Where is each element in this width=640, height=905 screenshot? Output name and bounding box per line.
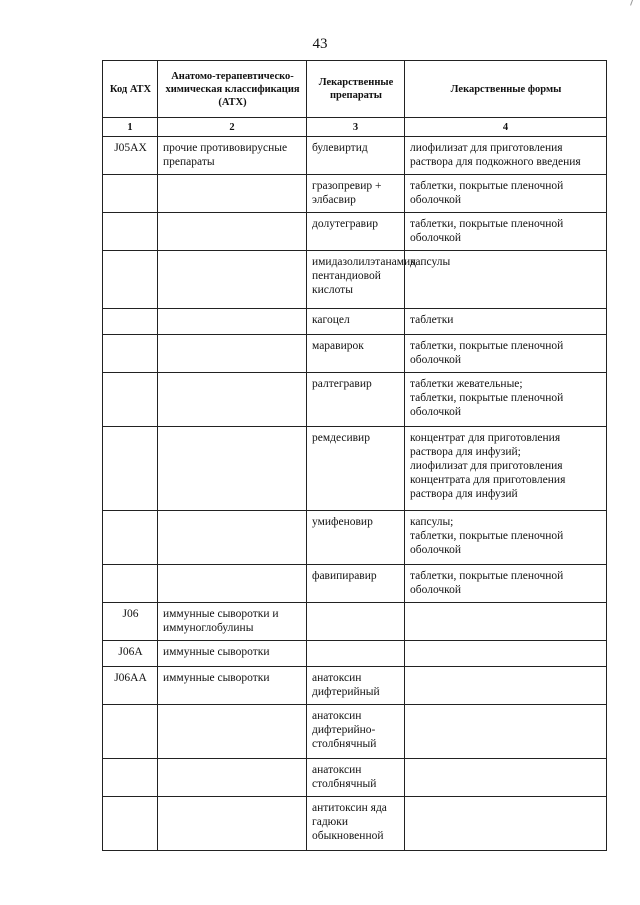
cell-drug: ралтегравир xyxy=(307,373,405,427)
cell-form xyxy=(405,705,607,759)
cell-classification xyxy=(158,309,307,335)
cell-drug: ремдесивир xyxy=(307,427,405,511)
table-row xyxy=(103,213,607,251)
column-number: 4 xyxy=(405,118,607,137)
cell-drug xyxy=(307,603,405,641)
cell-classification: прочие противовирусные препараты xyxy=(158,137,307,175)
atc-table xyxy=(102,60,607,851)
cell-drug: умифеновир xyxy=(307,511,405,565)
cell-classification xyxy=(158,175,307,213)
table-row xyxy=(103,309,607,335)
scan-mark xyxy=(630,0,635,6)
page-number: 43 xyxy=(312,36,328,52)
table-row xyxy=(103,427,607,511)
table-row xyxy=(103,641,607,667)
cell-form: капсулы; таблетки, покрытые пленочной оболочкой xyxy=(405,511,607,565)
cell-form: таблетки, покрытые пленочной оболочкой xyxy=(405,175,607,213)
cell-classification: иммунные сыворотки xyxy=(158,641,307,667)
table-row xyxy=(103,797,607,851)
cell-code xyxy=(103,213,158,251)
cell-code xyxy=(103,335,158,373)
cell-classification xyxy=(158,335,307,373)
cell-form xyxy=(405,603,607,641)
cell-code xyxy=(103,309,158,335)
cell-code xyxy=(103,759,158,797)
cell-classification xyxy=(158,373,307,427)
cell-code xyxy=(103,427,158,511)
cell-form: таблетки, покрытые пленочной оболочкой xyxy=(405,565,607,603)
cell-form: таблетки жевательные; таблетки, покрытые пленочной оболочкой xyxy=(405,373,607,427)
cell-code xyxy=(103,511,158,565)
cell-code xyxy=(103,373,158,427)
header-classification: Анатомо-терапевтическо-химическая классификация (АТХ) xyxy=(158,61,307,118)
cell-code xyxy=(103,565,158,603)
cell-code: J06A xyxy=(103,641,158,667)
table-row xyxy=(103,373,607,427)
table-row xyxy=(103,603,607,641)
cell-code xyxy=(103,175,158,213)
cell-classification xyxy=(158,511,307,565)
cell-code: J06AA xyxy=(103,667,158,705)
table-row xyxy=(103,511,607,565)
cell-drug: анатоксин дифтерийно-столбнячный xyxy=(307,705,405,759)
table-row xyxy=(103,565,607,603)
cell-form: таблетки, покрытые пленочной оболочкой xyxy=(405,213,607,251)
cell-code xyxy=(103,797,158,851)
cell-drug xyxy=(307,641,405,667)
table-body xyxy=(103,137,607,851)
table-row xyxy=(103,335,607,373)
cell-drug: антитоксин яда гадюки обыкновенной xyxy=(307,797,405,851)
header-forms: Лекарственные формы xyxy=(405,61,607,118)
cell-classification xyxy=(158,213,307,251)
cell-form xyxy=(405,641,607,667)
table-row xyxy=(103,251,607,309)
cell-drug: булевиртид xyxy=(307,137,405,175)
cell-form: капсулы xyxy=(405,251,607,309)
cell-classification xyxy=(158,565,307,603)
cell-form xyxy=(405,759,607,797)
column-number-row xyxy=(103,118,607,137)
column-number: 1 xyxy=(103,118,158,137)
table-row xyxy=(103,175,607,213)
cell-classification: иммунные сыворотки и иммуноглобулины xyxy=(158,603,307,641)
column-number: 2 xyxy=(158,118,307,137)
cell-code: J06 xyxy=(103,603,158,641)
cell-form: таблетки xyxy=(405,309,607,335)
table-row xyxy=(103,137,607,175)
table-row xyxy=(103,759,607,797)
table-row xyxy=(103,705,607,759)
cell-classification: иммунные сыворотки xyxy=(158,667,307,705)
header-drugs: Лекарственные препараты xyxy=(307,61,405,118)
cell-drug: анатоксин столбнячный xyxy=(307,759,405,797)
table-row xyxy=(103,667,607,705)
cell-classification xyxy=(158,759,307,797)
cell-drug: долутегравир xyxy=(307,213,405,251)
header-code: Код АТХ xyxy=(103,61,158,118)
cell-form: концентрат для приготовления раствора для инфузий; лиофилизат для приготовления концентрата для приготовления раствора для инфузий xyxy=(405,427,607,511)
cell-drug: фавипиравир xyxy=(307,565,405,603)
cell-drug: анатоксин дифтерийный xyxy=(307,667,405,705)
cell-form: таблетки, покрытые пленочной оболочкой xyxy=(405,335,607,373)
header-row xyxy=(103,61,607,118)
cell-drug: имидазолилэтанамид пентандиовой кислоты xyxy=(307,251,405,309)
cell-drug: маравирок xyxy=(307,335,405,373)
cell-drug: гразопревир + элбасвир xyxy=(307,175,405,213)
cell-classification xyxy=(158,797,307,851)
cell-code xyxy=(103,705,158,759)
cell-form xyxy=(405,667,607,705)
cell-classification xyxy=(158,251,307,309)
cell-drug: кагоцел xyxy=(307,309,405,335)
column-number: 3 xyxy=(307,118,405,137)
cell-form xyxy=(405,797,607,851)
cell-form: лиофилизат для приготовления раствора для подкожного введения xyxy=(405,137,607,175)
cell-code xyxy=(103,251,158,309)
cell-classification xyxy=(158,705,307,759)
cell-code: J05AX xyxy=(103,137,158,175)
cell-classification xyxy=(158,427,307,511)
